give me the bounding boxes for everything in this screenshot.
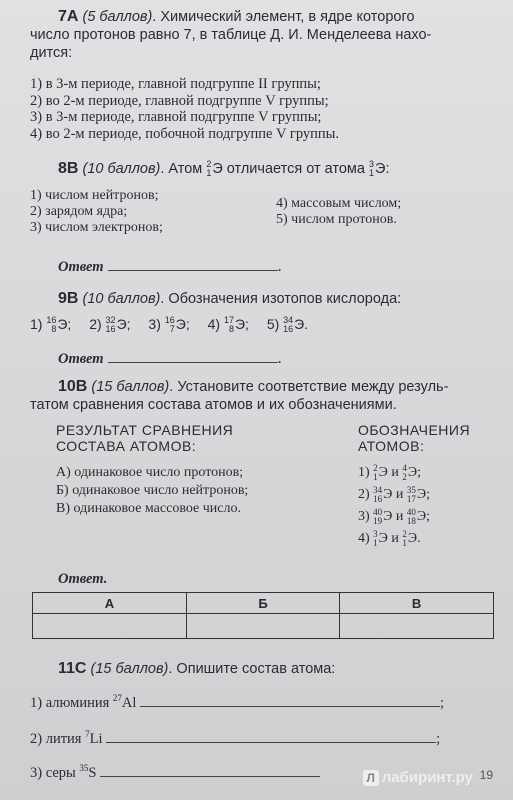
q7-number: 7А — [58, 8, 79, 25]
q9-isotope-1 — [30, 315, 72, 335]
q10-designation-4 — [358, 528, 495, 550]
q10-answer-col-a: А — [33, 593, 187, 614]
q10-d1-a-mass: 2 — [373, 462, 378, 473]
q10-d1-and: и — [391, 465, 399, 480]
q10-d1-a-numbers — [373, 464, 378, 482]
q9-isotope-3-numbers — [165, 316, 175, 334]
watermark-badge: Л — [363, 770, 379, 786]
q9-answer-end: . — [277, 350, 282, 367]
q10-number: 10В — [58, 378, 88, 395]
q9-isotope-2-numbers — [106, 316, 116, 334]
q7-text-line2: число протонов равно 7, в таблице Д. И. Менделеева нахо- — [30, 27, 432, 43]
q11-item-3-label: 3) серы — [30, 764, 76, 781]
q11-header — [58, 660, 495, 678]
q11-item-1-blank[interactable] — [140, 694, 440, 707]
q7-text-line1: . Химический элемент, в ядре которого — [152, 9, 415, 25]
q10-d4-b-charge: 1 — [402, 537, 407, 548]
q7-text-line3: дится: — [30, 45, 73, 61]
q9-text: . Обозначения изотопов кислорода: — [160, 291, 402, 307]
q10-d4-and: и — [391, 531, 399, 546]
q8-option-5: 5) числом протонов. — [276, 212, 397, 227]
q9-isotope-5-sym: Э — [294, 316, 305, 332]
q10-points: (15 баллов) — [91, 379, 170, 395]
q8-atom1-charge: 1 — [206, 168, 212, 179]
q11-item-3-blank[interactable] — [100, 764, 320, 777]
q8-atom1-mass: 2 — [206, 159, 212, 170]
q10-option-a: А) одинаковое число протонов; — [56, 465, 244, 480]
q10-d3-and: и — [395, 509, 404, 524]
q11-item-2-blank[interactable] — [106, 730, 436, 743]
q8-option-4: 4) массовым числом; — [276, 196, 402, 211]
q10-right-heading-line2: АТОМОВ: — [358, 438, 425, 454]
q8-atom1-symbol: Э — [212, 161, 223, 177]
q10-d2-b-mass: 35 — [406, 484, 416, 495]
q10-answer-cell-b[interactable] — [186, 614, 339, 639]
q8-points: (10 баллов) — [82, 161, 161, 177]
q9-isotope-4-numbers — [224, 316, 234, 334]
q10-d3-b-charge: 18 — [406, 515, 416, 526]
q10-d2-num: 2) — [358, 487, 370, 502]
q10-d4-num: 4) — [358, 531, 370, 546]
q7-points: (5 баллов) — [82, 9, 153, 25]
q9-isotope-2 — [89, 315, 131, 335]
q10-d3-b-mass: 40 — [406, 506, 416, 517]
q9-isotope-1-mass: 16 — [46, 315, 57, 326]
q10-option-b: Б) одинаковое число нейтронов; — [56, 483, 249, 498]
q11-points: (15 баллов) — [90, 661, 169, 677]
q11-item-3-mass: 35 — [79, 763, 89, 773]
watermark-logo — [363, 769, 473, 786]
q11-item-3-symbol: S — [88, 764, 97, 781]
q9-isotope-5-charge: 16 — [283, 324, 294, 335]
q10-d2-a-sym: Э — [383, 487, 393, 502]
q9-isotope-2-charge: 16 — [105, 324, 116, 335]
q10-left-heading-line2: СОСТАВА АТОМОВ: — [56, 438, 197, 454]
q10-text-line1: . Установите соответствие между резуль- — [169, 379, 449, 395]
q7-option-2: 2) во 2-м периоде, главной подгруппе V группы; — [30, 92, 329, 109]
q9-isotope-5-numbers — [283, 316, 293, 334]
q9-isotope-4 — [207, 315, 249, 335]
q9-points: (10 баллов) — [82, 291, 161, 307]
q10-d2-b-sym: Э — [416, 487, 427, 502]
q8-answer-line — [58, 258, 495, 276]
q8-option-2: 2) зарядом ядра; — [30, 204, 128, 219]
q11-item-1-label: 1) алюминия — [30, 694, 110, 711]
q10-answer-cell-a[interactable] — [33, 614, 187, 639]
q10-d4-b-sym: Э — [407, 531, 418, 546]
q10-right-options — [358, 462, 495, 550]
q10-left-heading-line1: РЕЗУЛЬТАТ СРАВНЕНИЯ — [56, 422, 234, 438]
q9-isotope-3-sep: ; — [185, 316, 190, 332]
q10-d3-b-sym: Э — [416, 509, 427, 524]
q10-d1-b-mass: 4 — [402, 462, 407, 473]
q11-item-1 — [30, 690, 495, 711]
q9-isotope-2-sep: ; — [126, 316, 131, 332]
q8-answer-blank[interactable] — [108, 258, 278, 271]
q8-header — [58, 160, 495, 178]
q10-d1-num: 1) — [358, 465, 370, 480]
q11-item-2-mass: 7 — [85, 729, 90, 739]
q9-isotope-4-mass: 17 — [223, 315, 234, 326]
q9-isotope-3-num: 3) — [148, 316, 161, 332]
q10-d3-a-numbers — [373, 508, 382, 526]
q10-d2-end: ; — [426, 487, 431, 502]
q10-d2-a-charge: 16 — [373, 493, 383, 504]
q8-option-1: 1) числом нейтронов; — [30, 188, 159, 203]
q8-answer-end: . — [277, 258, 282, 275]
q9-isotope-3-mass: 16 — [164, 315, 175, 326]
q10-d3-a-charge: 19 — [373, 515, 383, 526]
q9-isotope-5-sep: . — [304, 316, 309, 332]
q10-d2-and: и — [395, 487, 404, 502]
q7-option-1: 1) в 3-м периоде, главной подгруппе II группы; — [30, 76, 321, 92]
q10-text-line2: татом сравнения состава атомов и их обозначениями. — [30, 397, 397, 413]
q10-d1-end: ; — [417, 465, 422, 480]
q10-answer-col-b: Б — [186, 593, 339, 614]
q11-item-1-symbol: Al — [121, 694, 137, 711]
q9-isotope-1-numbers — [46, 316, 56, 334]
q11-item-2-label: 2) лития — [30, 730, 82, 747]
q10-d1-a-sym: Э — [378, 465, 388, 480]
q7-option-4: 4) во 2-м периоде, побочной подгруппе V группы. — [30, 125, 340, 142]
q10-d4-b-mass: 2 — [402, 528, 407, 539]
q8-option-3: 3) числом электронов; — [30, 220, 163, 235]
q10-d1-b-numbers — [402, 464, 407, 482]
q7-options — [30, 76, 495, 142]
q10-d4-a-sym: Э — [378, 531, 388, 546]
q10-d1-b-charge: 2 — [402, 471, 407, 482]
q9-isotope-4-sep: ; — [245, 316, 249, 332]
q10-d2-a-mass: 34 — [373, 484, 383, 495]
q10-d4-a-mass: 3 — [373, 528, 378, 539]
q10-header — [30, 378, 495, 414]
q9-isotope-2-mass: 32 — [105, 315, 116, 326]
q9-isotope-5-mass: 34 — [283, 315, 294, 326]
q8-options-right — [276, 196, 495, 228]
q10-d3-a-sym: Э — [383, 509, 393, 524]
q10-d4-end: . — [417, 531, 421, 546]
q9-isotope-3 — [148, 315, 190, 335]
q11-item-1-mass: 27 — [112, 693, 122, 703]
q10-d1-b-sym: Э — [407, 465, 418, 480]
q9-isotope-2-num: 2) — [89, 316, 102, 332]
q10-answer-col-v: В — [340, 593, 494, 614]
q10-d3-num: 3) — [358, 509, 370, 524]
q8-text-a: . Атом — [160, 161, 203, 177]
q10-d2-b-numbers — [407, 486, 416, 504]
q8-text-c: : — [385, 161, 390, 177]
q8-answer-label: Ответ — [58, 259, 104, 275]
q10-right-heading — [358, 422, 495, 454]
q10-designation-2 — [358, 484, 495, 506]
q10-answer-label: Ответ. — [58, 571, 108, 587]
q10-designation-3 — [358, 506, 495, 528]
q9-isotope-1-num: 1) — [30, 316, 43, 332]
q10-d4-a-charge: 1 — [373, 537, 378, 548]
q10-d2-a-numbers — [373, 486, 382, 504]
q11-item-2-end: ; — [436, 730, 441, 747]
q8-number: 8В — [58, 160, 79, 177]
q7-option-3: 3) в 3-м периоде, главной подгруппе V группы; — [30, 109, 322, 125]
q8-atom2-mass: 3 — [369, 159, 375, 170]
q8-atom2-symbol: Э — [375, 161, 386, 177]
q9-isotope-5-num: 5) — [266, 316, 280, 332]
q11-number: 11С — [58, 660, 87, 677]
q9-isotope-4-num: 4) — [207, 316, 221, 332]
q7-header — [30, 8, 495, 62]
q11-item-2-symbol: Li — [89, 730, 103, 747]
q10-d2-b-charge: 17 — [406, 493, 416, 504]
q8-atom2-charge: 1 — [369, 168, 375, 179]
q10-d3-a-mass: 40 — [373, 506, 383, 517]
q9-isotope-3-charge: 7 — [169, 324, 175, 335]
q10-d4-a-numbers — [373, 530, 378, 548]
q9-number: 9В — [58, 290, 79, 307]
q9-isotope-5 — [266, 315, 309, 335]
q8-atom2-numbers — [369, 160, 374, 178]
q11-item-2 — [30, 726, 495, 747]
q10-answer-table-header — [33, 593, 494, 614]
q9-answer-blank[interactable] — [108, 350, 278, 363]
q10-answer-cell-v[interactable] — [340, 614, 494, 639]
q9-isotope-1-sym: Э — [57, 316, 68, 332]
q10-right-heading-line1: ОБОЗНАЧЕНИЯ — [358, 422, 471, 438]
page-number: 19 — [479, 768, 493, 782]
q9-isotope-2-sym: Э — [116, 316, 127, 332]
q9-header — [58, 290, 495, 308]
q11-text: . Опишите состав атома: — [168, 661, 336, 677]
q10-answer-table — [32, 592, 494, 639]
q8-text-b: отличается от атома — [226, 161, 365, 177]
q9-isotope-4-sym: Э — [234, 316, 246, 332]
q10-answer-heading — [58, 570, 495, 588]
q10-designation-1 — [358, 462, 495, 484]
q10-answer-table-row — [33, 614, 494, 639]
q9-answer-label: Ответ — [58, 351, 104, 367]
q8-atom1-numbers — [206, 160, 211, 178]
q9-isotope-3-sym: Э — [175, 316, 186, 332]
q10-d1-a-charge: 1 — [373, 471, 378, 482]
watermark-text: лабиринт.ру — [381, 769, 473, 786]
q9-isotope-1-charge: 8 — [51, 324, 57, 335]
q9-isotope-1-sep: ; — [67, 316, 72, 332]
q10-d3-b-numbers — [407, 508, 416, 526]
q9-isotope-4-charge: 8 — [228, 324, 234, 335]
q11-item-1-end: ; — [440, 694, 445, 711]
q10-option-v: В) одинаковое массовое число. — [56, 501, 241, 516]
q10-d3-end: ; — [426, 509, 431, 524]
q9-answer-line — [58, 350, 495, 368]
q9-isotopes — [30, 316, 495, 334]
q10-d4-b-numbers — [402, 530, 407, 548]
